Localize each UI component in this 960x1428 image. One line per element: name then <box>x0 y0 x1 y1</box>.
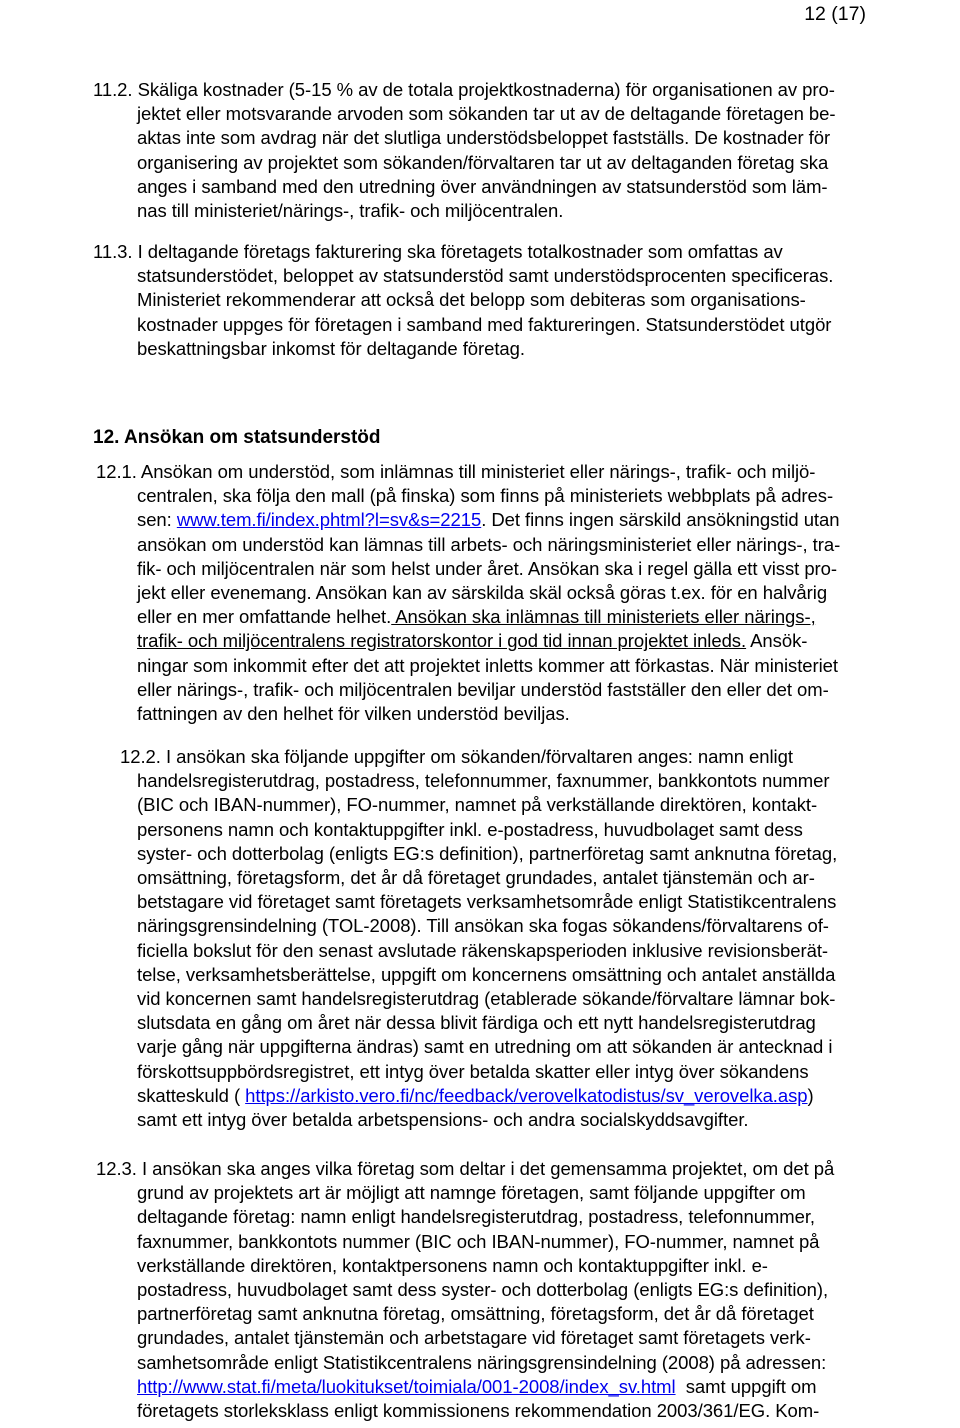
section-number: 12.1. <box>96 461 137 482</box>
paragraph-line: samhetsområde enligt Statistikcentralens näringsgrensindelning (2008) på adressen: <box>137 1351 827 1373</box>
paragraph-line: deltagande företag: namn enligt handelsregisterutdrag, postadress, telefonnummer, <box>137 1206 816 1228</box>
paragraph-text: eller en mer omfattande helhet. <box>137 606 392 628</box>
paragraph-line: centralen, ska följa den mall (på finska) som finns på ministeriets webbplats på adres- <box>137 485 834 507</box>
paragraph-line <box>0 508 960 532</box>
paragraph-line: statsunderstödet, beloppet av statsunderstöd samt understödsprocenten specificeras. <box>137 265 834 287</box>
paragraph-line: betstagare vid företaget samt företagets verksamhetsområde enligt Statistikcentralens <box>137 891 837 913</box>
paragraph-line: ningar som inkommit efter det att projektet inletts kommer att förkastas. När ministeriet <box>137 654 838 676</box>
paragraph-text: I ansökan ska följande uppgifter om sökanden/förvaltaren anges: namn enligt <box>160 746 793 767</box>
paragraph-text: skatteskuld ( <box>137 1084 246 1106</box>
paragraph-line: kostnader uppges för företagen i samband med faktureringen. Statsunderstödet utgör <box>137 313 832 335</box>
paragraph-line: omsättning, företagsform, det år då företaget grundades, antalet tjänstemän och ar- <box>137 867 815 889</box>
paragraph-line: faxnummer, bankkontots nummer (BIC och IBAN-nummer), FO-nummer, namnet på <box>137 1230 820 1252</box>
paragraph-line: Ministeriet rekommenderar att också det belopp som debiteras som organisations- <box>137 289 806 311</box>
statistics-link[interactable]: http://www.stat.fi/meta/luokitukset/toimiala/001-2008/index_sv.html <box>137 1375 676 1397</box>
paragraph-line: förskottsuppbördsregistret, ett intyg över betalda skatter eller intyg över sökandens <box>137 1060 809 1082</box>
underlined-text: trafik- och miljöcentralens registratorskontor i god tid innan projektet inleds. <box>137 630 747 652</box>
paragraph-line: vid koncernen samt handelsregisterutdrag (etablerade sökande/förvaltare lämnar bok- <box>137 988 836 1010</box>
paragraph-text: I deltagande företags fakturering ska företagets totalkostnader som omfattas av <box>132 241 783 262</box>
paragraph-text: Skäliga kostnader (5-15 % av de totala projektkostnaderna) för organisationen av pro- <box>132 79 835 100</box>
paragraph-line: syster- och dotterbolag (enligts EG:s definition), partnerföretag samt anknutna företag, <box>137 842 838 864</box>
paragraph-line: nas till ministeriet/närings-, trafik- och miljöcentralen. <box>137 200 564 222</box>
section-number: 11.2. <box>93 79 133 100</box>
section-number: 12.3. <box>96 1158 137 1179</box>
paragraph-line: jekt eller evenemang. Ansökan kan av särskilda skäl också göras t.ex. för en halvårig <box>137 582 828 604</box>
section-heading: 12. Ansökan om statsunderstöd <box>93 427 381 448</box>
paragraph-line <box>0 1084 960 1108</box>
paragraph-line: eller närings-, trafik- och miljöcentralen beviljar understöd fastställer den eller det om- <box>137 678 829 700</box>
paragraph-line <box>0 629 960 653</box>
paragraph-text: . Det finns ingen särskild ansökningstid utan <box>481 509 840 531</box>
underlined-text: Ansökan ska inlämnas till ministeriets eller närings-, <box>391 606 816 628</box>
paragraph-line: samt ett intyg över betalda arbetspensions- och andra socialskyddsavgifter. <box>137 1109 749 1131</box>
paragraph-text: Ansök- <box>746 630 808 652</box>
paragraph-line <box>0 78 960 102</box>
paragraph-text: I ansökan ska anges vilka företag som deltar i det gemensamma projektet, om det på <box>136 1158 835 1179</box>
paragraph-line: organisering av projektet som sökanden/förvaltaren tar ut av deltaganden företag ska <box>137 151 829 173</box>
paragraph-line: företagets storleksklass enligt kommissionens rekommendation 2003/361/EG. Kom- <box>137 1400 820 1422</box>
paragraph-line: postadress, huvudbolaget samt dess syster- och dotterbolag (enligts EG:s definition), <box>137 1279 829 1301</box>
paragraph-text: Ansökan om understöd, som inlämnas till ministeriet eller närings-, trafik- och miljö- <box>136 461 816 482</box>
paragraph-line: anges i samband med den utredning över användningen av statsunderstöd som läm- <box>137 175 828 197</box>
ministry-web-link[interactable]: www.tem.fi/index.phtml?l=sv&s=2215 <box>176 509 482 531</box>
paragraph-line: jektet eller motsvarande arvoden som sökanden tar ut av de deltagande företagen be- <box>137 103 836 125</box>
paragraph-line: partnerföretag samt anknutna företag, omsättning, företagsform, det år då företaget <box>137 1303 814 1325</box>
paragraph-text: ) <box>807 1084 814 1106</box>
paragraph-line: aktas inte som avdrag när det slutliga understödsbeloppet fastställs. De kostnader för <box>137 127 831 149</box>
section-12-3 <box>0 1157 960 1423</box>
section-number: 11.3. <box>93 241 133 262</box>
section-12-2 <box>0 745 960 1132</box>
section-11-3 <box>0 240 960 361</box>
paragraph-text: sen: <box>137 509 177 531</box>
paragraph-line: telse, verksamhetsberättelse, uppgift om koncernens omsättning och antalet anställda <box>137 963 836 985</box>
paragraph-line: slutsdata en gång om året när dessa blivit färdiga och ett nytt handelsregisterutdrag <box>137 1012 816 1034</box>
paragraph-line: handelsregisterutdrag, postadress, telefonnummer, faxnummer, bankkontots nummer <box>137 770 830 792</box>
paragraph-line: grundades, antalet tjänstemän och arbetstagare vid företaget samt företagets verk- <box>137 1327 811 1349</box>
paragraph-text: samt uppgift om <box>675 1375 817 1397</box>
paragraph-line: varje gång när uppgifterna ändras) samt en utredning om att sökanden är antecknad i <box>137 1036 833 1058</box>
paragraph-line: fik- och miljöcentralen när som helst under året. Ansökan ska i regel gälla ett visst pro- <box>137 557 837 579</box>
paragraph-line: grund av projektets art är möjligt att namnge företagen, samt följande uppgifter om <box>137 1182 806 1204</box>
paragraph-line: personens namn och kontaktuppgifter inkl. e-postadress, huvudbolaget samt dess <box>137 818 803 840</box>
paragraph-line <box>0 1157 960 1181</box>
paragraph-line <box>0 460 960 484</box>
paragraph-line: ficiella bokslut för den senast avslutade räkenskapsperioden inklusive revisionsberät- <box>137 939 829 961</box>
paragraph-line <box>0 1375 960 1399</box>
paragraph-line: näringsgrensindelning (TOL-2008). Till ansökan ska fogas sökandens/förvaltarens of- <box>137 915 829 937</box>
paragraph-line <box>0 240 960 264</box>
paragraph-line <box>0 745 960 769</box>
paragraph-line: beskattningsbar inkomst för deltagande företag. <box>137 337 525 359</box>
paragraph-line <box>0 605 960 629</box>
tax-debt-link[interactable]: https://arkisto.vero.fi/nc/feedback/verovelkatodistus/sv_verovelka.asp <box>245 1084 808 1106</box>
section-11-2 <box>0 78 960 223</box>
paragraph-line: (BIC och IBAN-nummer), FO-nummer, namnet på verkställande direktören, kontakt- <box>137 794 818 816</box>
paragraph-line: ansökan om understöd kan lämnas till arbets- och näringsministeriet eller närings-, tra- <box>137 533 841 555</box>
paragraph-line: verkställande direktören, kontaktpersonens namn och kontaktuppgifter inkl. e- <box>137 1254 768 1276</box>
section-12-1 <box>0 460 960 726</box>
paragraph-line: fattningen av den helhet för vilken understöd beviljas. <box>137 703 570 725</box>
page-number: 12 (17) <box>804 3 866 25</box>
section-number: 12.2. <box>120 746 161 767</box>
